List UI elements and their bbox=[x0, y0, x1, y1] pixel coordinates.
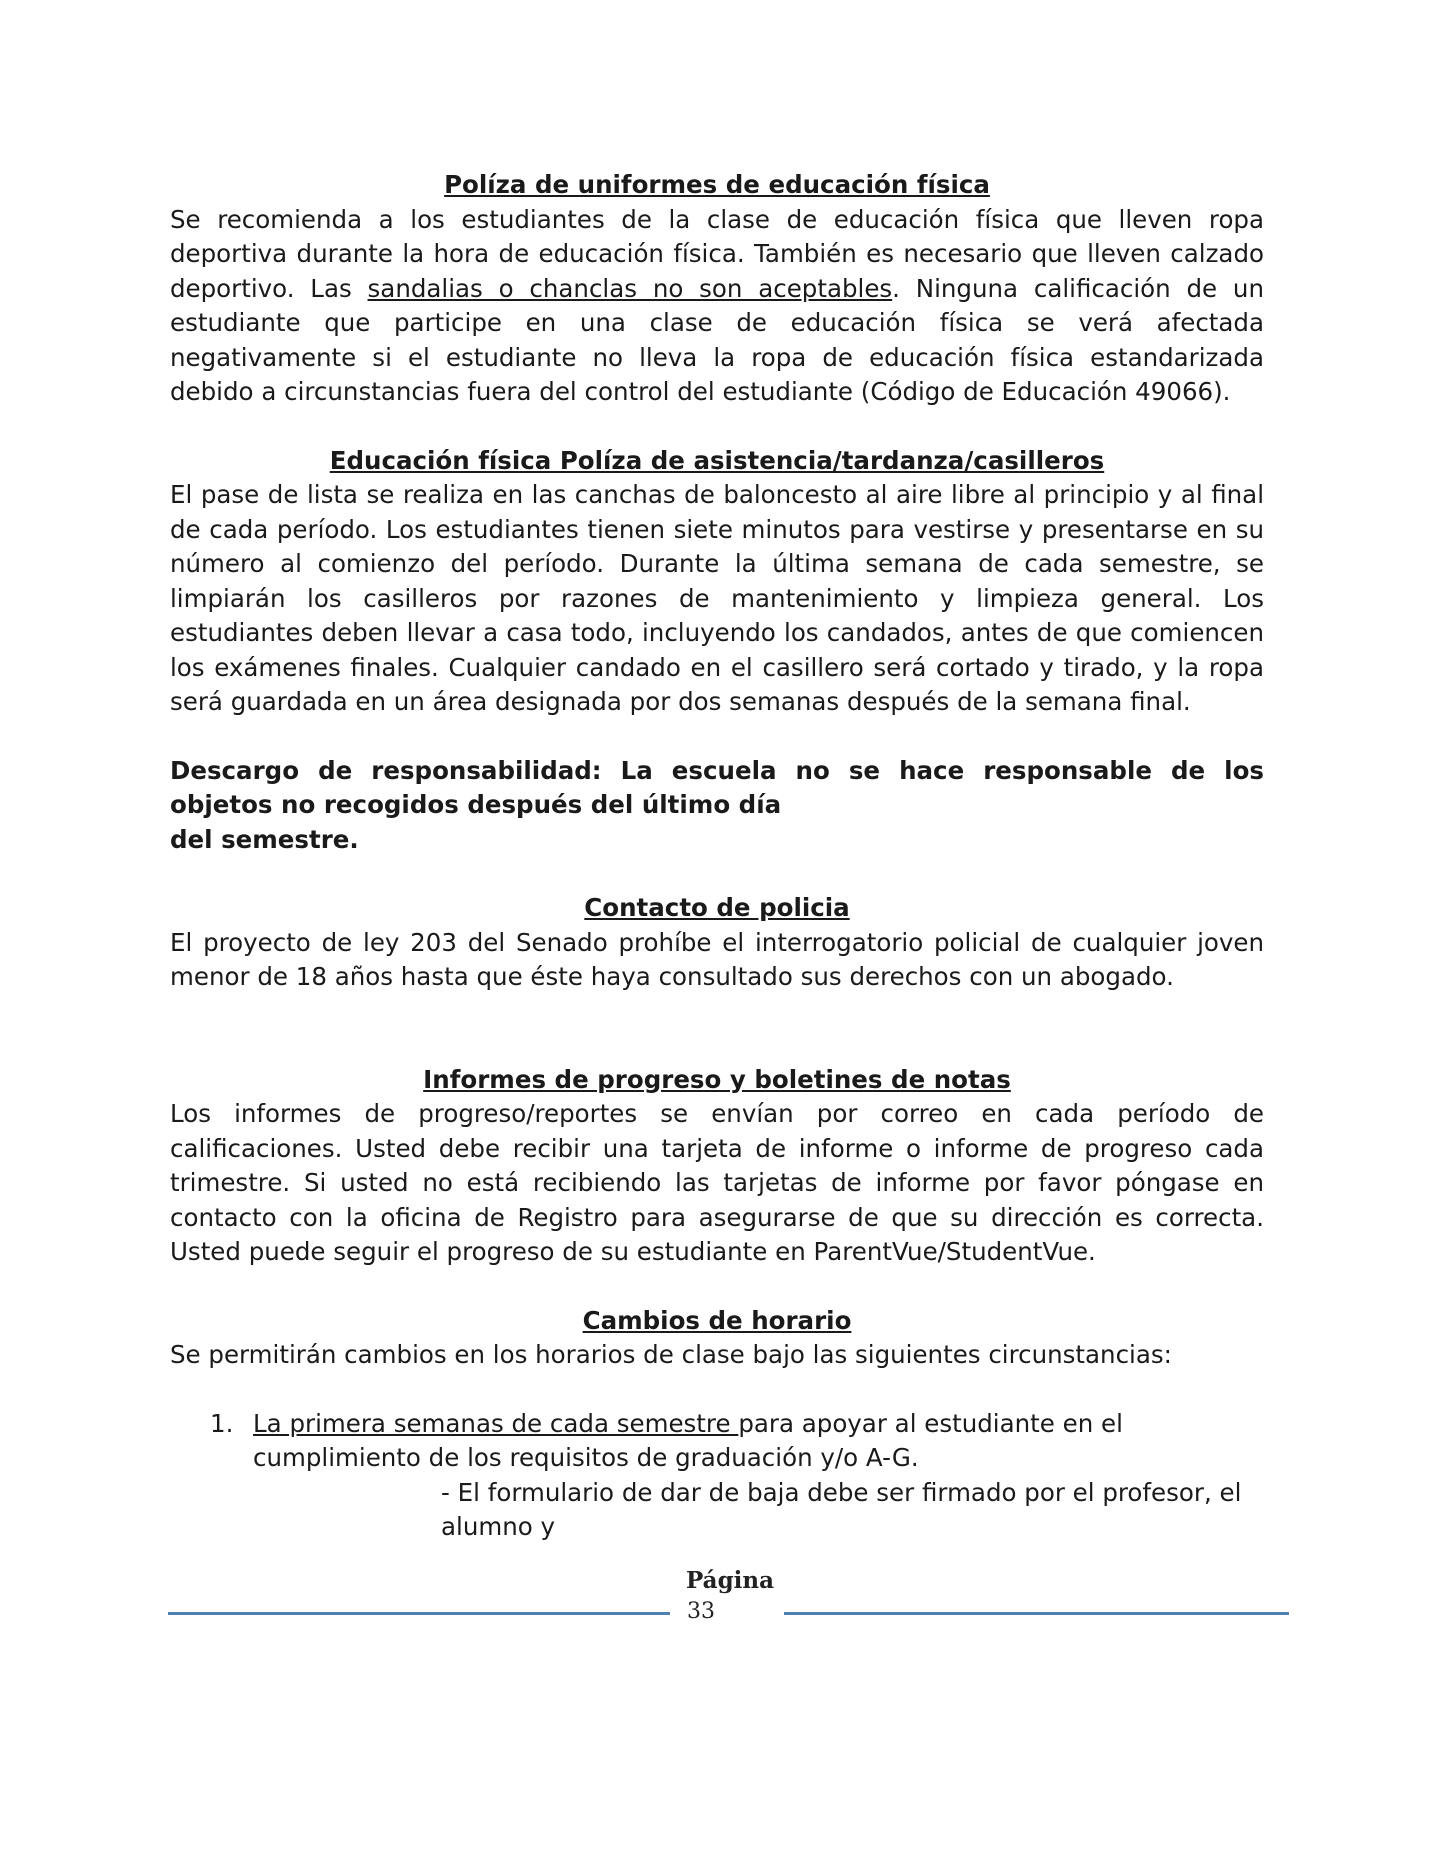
heading-police-contact: Contacto de policia bbox=[584, 893, 850, 922]
heading-schedule-changes: Cambios de horario bbox=[582, 1305, 852, 1335]
paragraph-schedule-intro: Se permitirán cambios en los horarios de clase bajo las siguientes circunstancias: bbox=[170, 1340, 1172, 1369]
spacer bbox=[170, 1373, 1264, 1407]
footer-page-label: Página bbox=[686, 1567, 775, 1594]
list-item-subnote: - El formulario de dar de baja debe ser firmado por el profesor, el alumno y bbox=[441, 1477, 1242, 1541]
page-content bbox=[170, 168, 1264, 1545]
heading-pe-attendance: Educación física Políza de asistencia/tardanza/casilleros bbox=[329, 445, 1105, 475]
pe-uniform-text-start: Se recomienda a los estudiantes de la clase de educación física que lleven ropa deportiva durante la hora de educación física. También es necesario que lleven calzado deportivo. Las bbox=[170, 204, 1264, 303]
list-item-underlined-text: La primera semanas de cada semestre bbox=[253, 1408, 739, 1438]
paragraph-pe-uniform bbox=[170, 203, 1264, 410]
spacer bbox=[170, 410, 1264, 444]
spacer bbox=[170, 857, 1264, 891]
list-item-number: 1. bbox=[210, 1408, 234, 1438]
paragraph-progress-reports: Los informes de progreso/reportes se envían por correo en cada período de calificaciones. Usted debe recibir una tarjeta de informe o informe de progreso cada trimestre. Si usted no está recibiendo las tarjetas de informe por favor póngase en contacto con la oficina de Registro para asegurarse de que su dirección es correcta. Usted puede seguir el progreso de su estudiante en ParentVue/StudentVue. bbox=[170, 1099, 1264, 1266]
spacer bbox=[170, 1270, 1264, 1304]
list-item-text: para apoyar al estudiante en el cumplimiento de los requisitos de graduación y/o A-G. bbox=[253, 1408, 1123, 1472]
disclaimer-line-1: Descargo de responsabilidad: La escuela no se hace responsable de los objetos no recogidos después del último día bbox=[170, 755, 1264, 819]
disclaimer-line-2: del semestre. bbox=[170, 824, 359, 854]
spacer bbox=[170, 720, 1264, 754]
schedule-change-list bbox=[170, 1407, 1264, 1545]
footer-page-number: 33 bbox=[687, 1599, 715, 1624]
list-item bbox=[170, 1407, 1264, 1545]
footer-rule-left bbox=[168, 1612, 670, 1615]
heading-pe-uniform: Políza de uniformes de educación física bbox=[444, 170, 990, 199]
pe-uniform-sandals-notice: sandalias o chanclas no son aceptables bbox=[367, 273, 893, 303]
paragraph-pe-attendance: El pase de lista se realiza en las canchas de baloncesto al aire libre al principio y al final de cada período. Los estudiantes tienen siete minutos para vestirse y presentarse en su número al comienzo del período. Durante la última semana de cada semestre, se limpiarán los casilleros por razones de mantenimiento y limpieza general. Los estudiantes deben llevar a casa todo, incluyendo los candados, antes de que comiencen los exámenes finales. Cualquier candado en el casillero será cortado y tirado, y la ropa será guardada en un área designada por dos semanas después de la semana final. bbox=[170, 480, 1264, 716]
heading-progress-reports: Informes de progreso y boletines de notas bbox=[423, 1064, 1011, 1094]
footer-rule-right bbox=[784, 1612, 1289, 1615]
spacer bbox=[170, 995, 1264, 1063]
pe-uniform-text-end: . Ninguna calificación de un estudiante que participe en una clase de educación física se verá afectada negativamente si el estudiante no lleva la ropa de educación física estandarizada debido a circunstancias fuera del control del estudiante (Código de Educación 49066). bbox=[170, 273, 1264, 406]
paragraph-police-contact: El proyecto de ley 203 del Senado prohíbe el interrogatorio policial de cualquier joven menor de 18 años hasta que éste haya consultado sus derechos con un abogado. bbox=[170, 927, 1264, 991]
